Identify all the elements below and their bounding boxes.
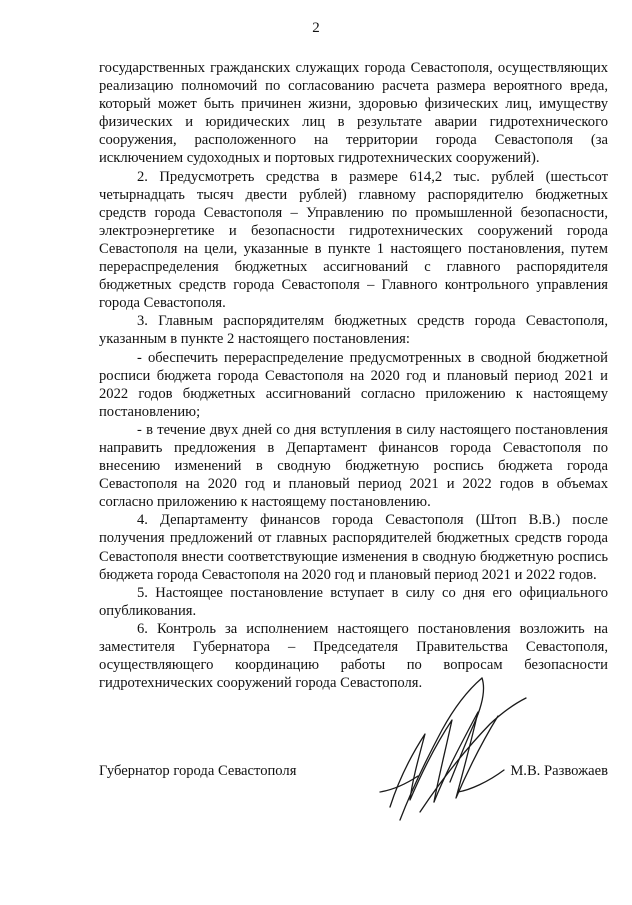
paragraph-item-3: 3. Главным распорядителям бюджетных средств города Севастополя, указанным в пункте 2 настоящего постановления: — [99, 313, 608, 348]
paragraph-item-3-bullet-1: - обеспечить перераспределение предусмотренных в сводной бюджетной росписи бюджета города Севастополя на 2020 год и плановый период 2021 и 2022 годов бюджетных ассигнований согласно приложению к настоящему постановлению; — [99, 349, 608, 420]
paragraph-item-3-bullet-2: - в течение двух дней со дня вступления в силу настоящего постановления направить предложения в Департамент финансов города Севастополя по внесению изменений в сводную бюджетную роспись бюджета города Севастополя на 2020 год и плановый период 2021 и 2022 годов в объемах согласно приложению к настоящему постановлению. — [99, 421, 608, 511]
handwritten-signature — [370, 672, 530, 837]
paragraph-item-5: 5. Настоящее постановление вступает в силу со дня его официального опубликования. — [99, 584, 608, 619]
paragraph-item-6: 6. Контроль за исполнением настоящего постановления возложить на заместителя Губернатора – Председателя Правительства Севастополя, осуществляющего координацию работы по вопросам безопасности гидротехнических сооружений города Севастополя. — [99, 620, 608, 692]
paragraph-item-4: 4. Департаменту финансов города Севастополя (Штоп В.В.) после получения предложений от главных распорядителей бюджетных средств города Севастополя внести соответствующие изменения в сводную бюджетную роспись бюджета города Севастополя на 2020 год и плановый период 2021 и 2022 годов. — [99, 512, 608, 583]
page-number: 2 — [312, 20, 320, 36]
paragraph-continuation: государственных гражданских служащих города Севастополя, осуществляющих реализацию полномочий по согласованию расчета размера вероятного вреда, который может быть причинен жизни, здоровью физических лиц, имуществу физических и юридических лиц в результате аварии гидротехнического сооружения, расположенного на территории города Севастополя (за исключением судоходных и портовых гидротехнических сооружений). — [99, 60, 608, 167]
signer-title: Губернатор города Севастополя — [99, 763, 297, 779]
paragraph-item-2: 2. Предусмотреть средства в размере 614,2 тыс. рублей (шестьсот четырнадцать тысяч двести рублей) главному распорядителю бюджетных средств города Севастополя – Управлению по промышленной безопасности, электроэнергетике и безопасности гидротехнических сооружений города Севастополя на цели, указанные в пункте 1 настоящего постановления, путем перераспределения бюджетных ассигнований с главного распорядителя бюджетных средств города Севастополя – Главного контрольного управления города Севастополя. — [99, 168, 608, 312]
document-body — [99, 59, 608, 692]
signer-name: М.В. Развожаев — [510, 763, 608, 779]
